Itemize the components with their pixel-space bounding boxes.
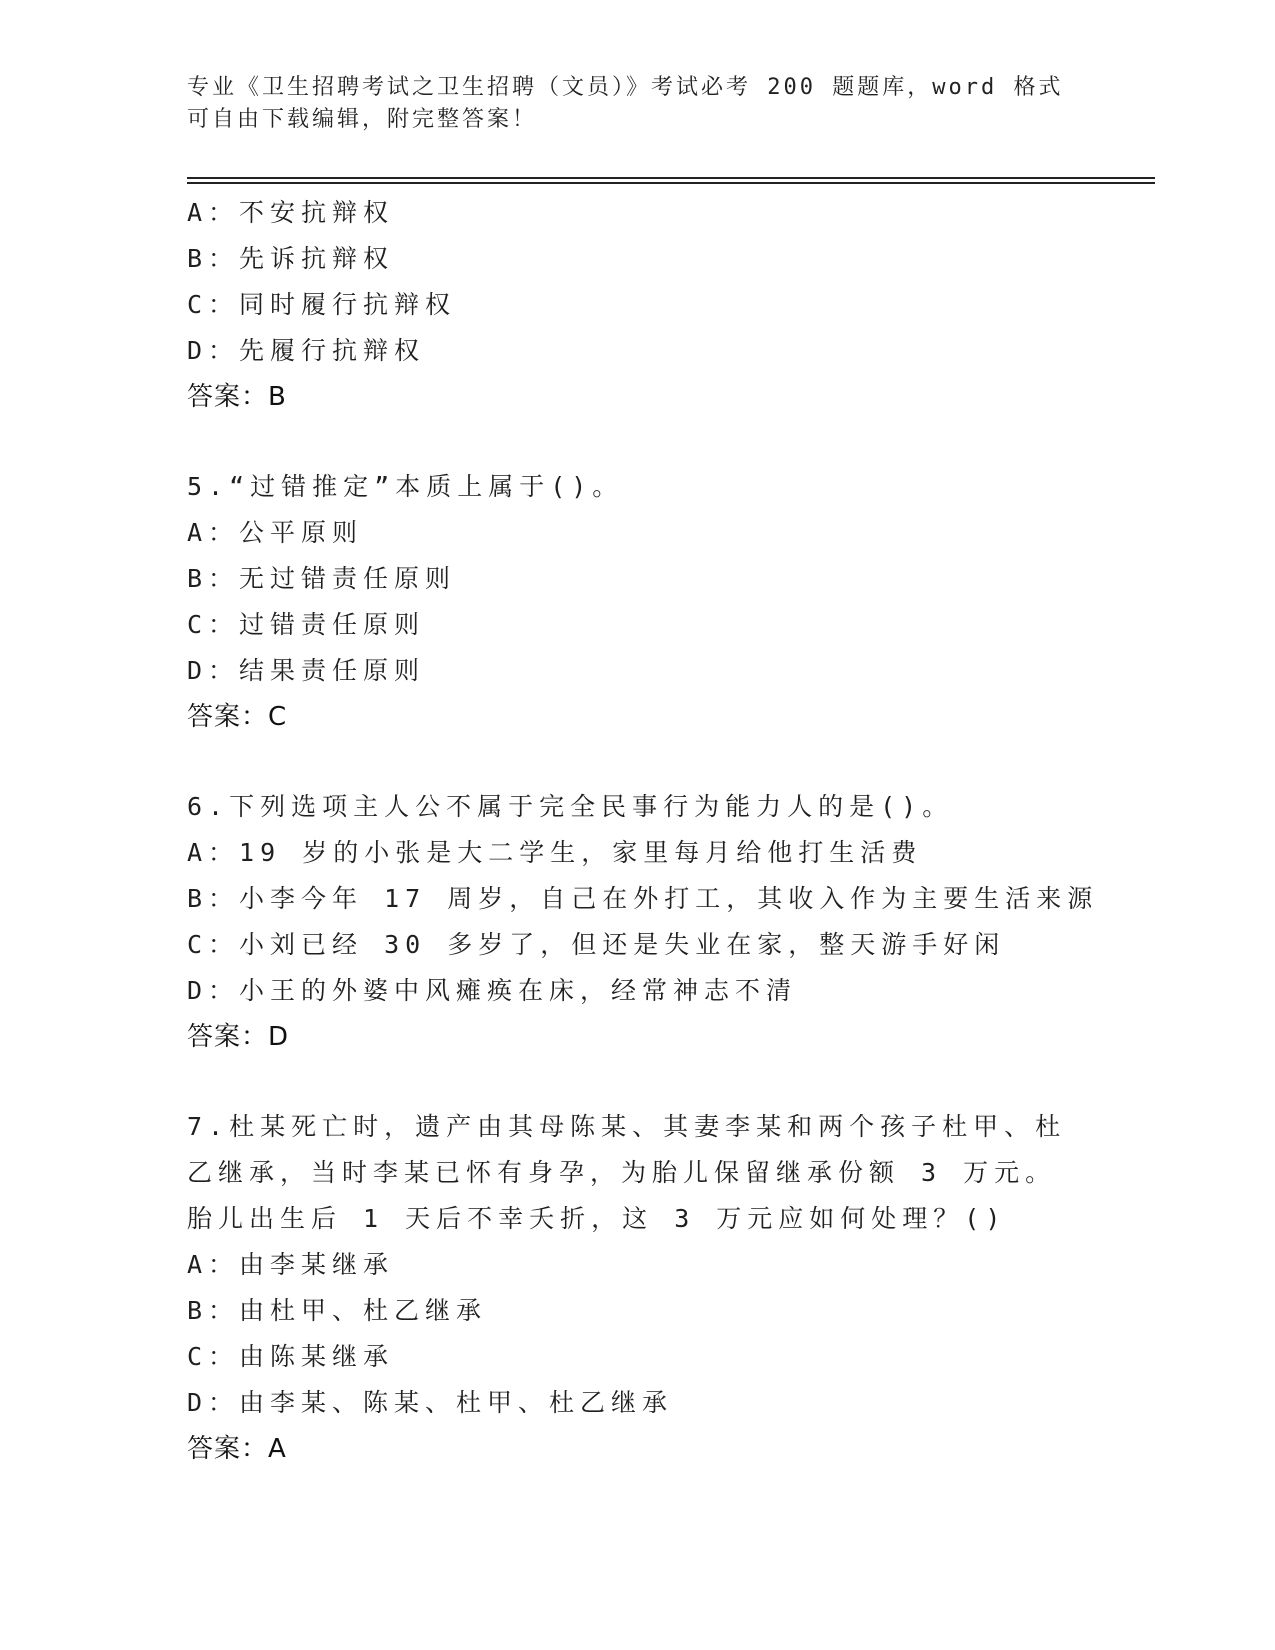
- option-b: B：无过错责任原则: [187, 564, 457, 593]
- question-stem: 6.下列选项主人公不属于完全民事行为能力人的是()。: [187, 792, 954, 821]
- question-list: [187, 190, 1099, 1472]
- spacer: [187, 740, 1067, 784]
- option-c: C：同时履行抗辩权: [187, 290, 457, 319]
- option-d: D：由李某、陈某、杜甲、杜乙继承: [187, 1388, 674, 1417]
- question-5: [187, 464, 1067, 740]
- option-d: D：小王的外婆中风瘫痪在床，经常神志不清: [187, 976, 798, 1005]
- spacer: [187, 1060, 1067, 1104]
- question-stem: 5.“过错推定”本质上属于()。: [187, 472, 624, 501]
- answer-line: 答案：A: [187, 1434, 287, 1464]
- question-6: [187, 784, 1099, 1060]
- question-stem: 7.杜某死亡时，遗产由其母陈某、其妻李某和两个孩子杜甲、杜乙继承，当时李某已怀有身孕，为胎儿保留继承份额 3 万元。胎儿出生后 1 天后不幸夭折，这 3 万元应如何处理？(): [187, 1112, 1067, 1233]
- answer-line: 答案：D: [187, 1022, 290, 1052]
- option-c: C：小刘已经 30 多岁了，但还是失业在家，整天游手好闲: [187, 930, 1006, 959]
- answer-line: 答案：B: [187, 382, 287, 412]
- answer-line: 答案：C: [187, 702, 288, 732]
- question-7: [187, 1104, 1067, 1472]
- option-d: D：先履行抗辩权: [187, 336, 426, 365]
- option-b: B：先诉抗辩权: [187, 244, 395, 273]
- option-b: B：由杜甲、杜乙继承: [187, 1296, 488, 1325]
- option-a: A：由李某继承: [187, 1250, 395, 1279]
- option-a: A：公平原则: [187, 518, 364, 547]
- option-a: A：19 岁的小张是大二学生，家里每月给他打生活费: [187, 838, 923, 867]
- option-c: C：由陈某继承: [187, 1342, 395, 1371]
- header-divider-top: [187, 177, 1155, 179]
- option-a: A：不安抗辩权: [187, 198, 395, 227]
- question-4: [187, 190, 1067, 420]
- header-divider-bottom: [187, 182, 1155, 184]
- spacer: [187, 420, 1067, 464]
- option-c: C：过错责任原则: [187, 610, 426, 639]
- document-header: 专业《卫生招聘考试之卫生招聘（文员）》考试必考 200 题题库，word 格式可自由下载编辑，附完整答案！: [187, 75, 1064, 132]
- option-b: B：小李今年 17 周岁，自己在外打工，其收入作为主要生活来源: [187, 884, 1099, 913]
- option-d: D：结果责任原则: [187, 656, 426, 685]
